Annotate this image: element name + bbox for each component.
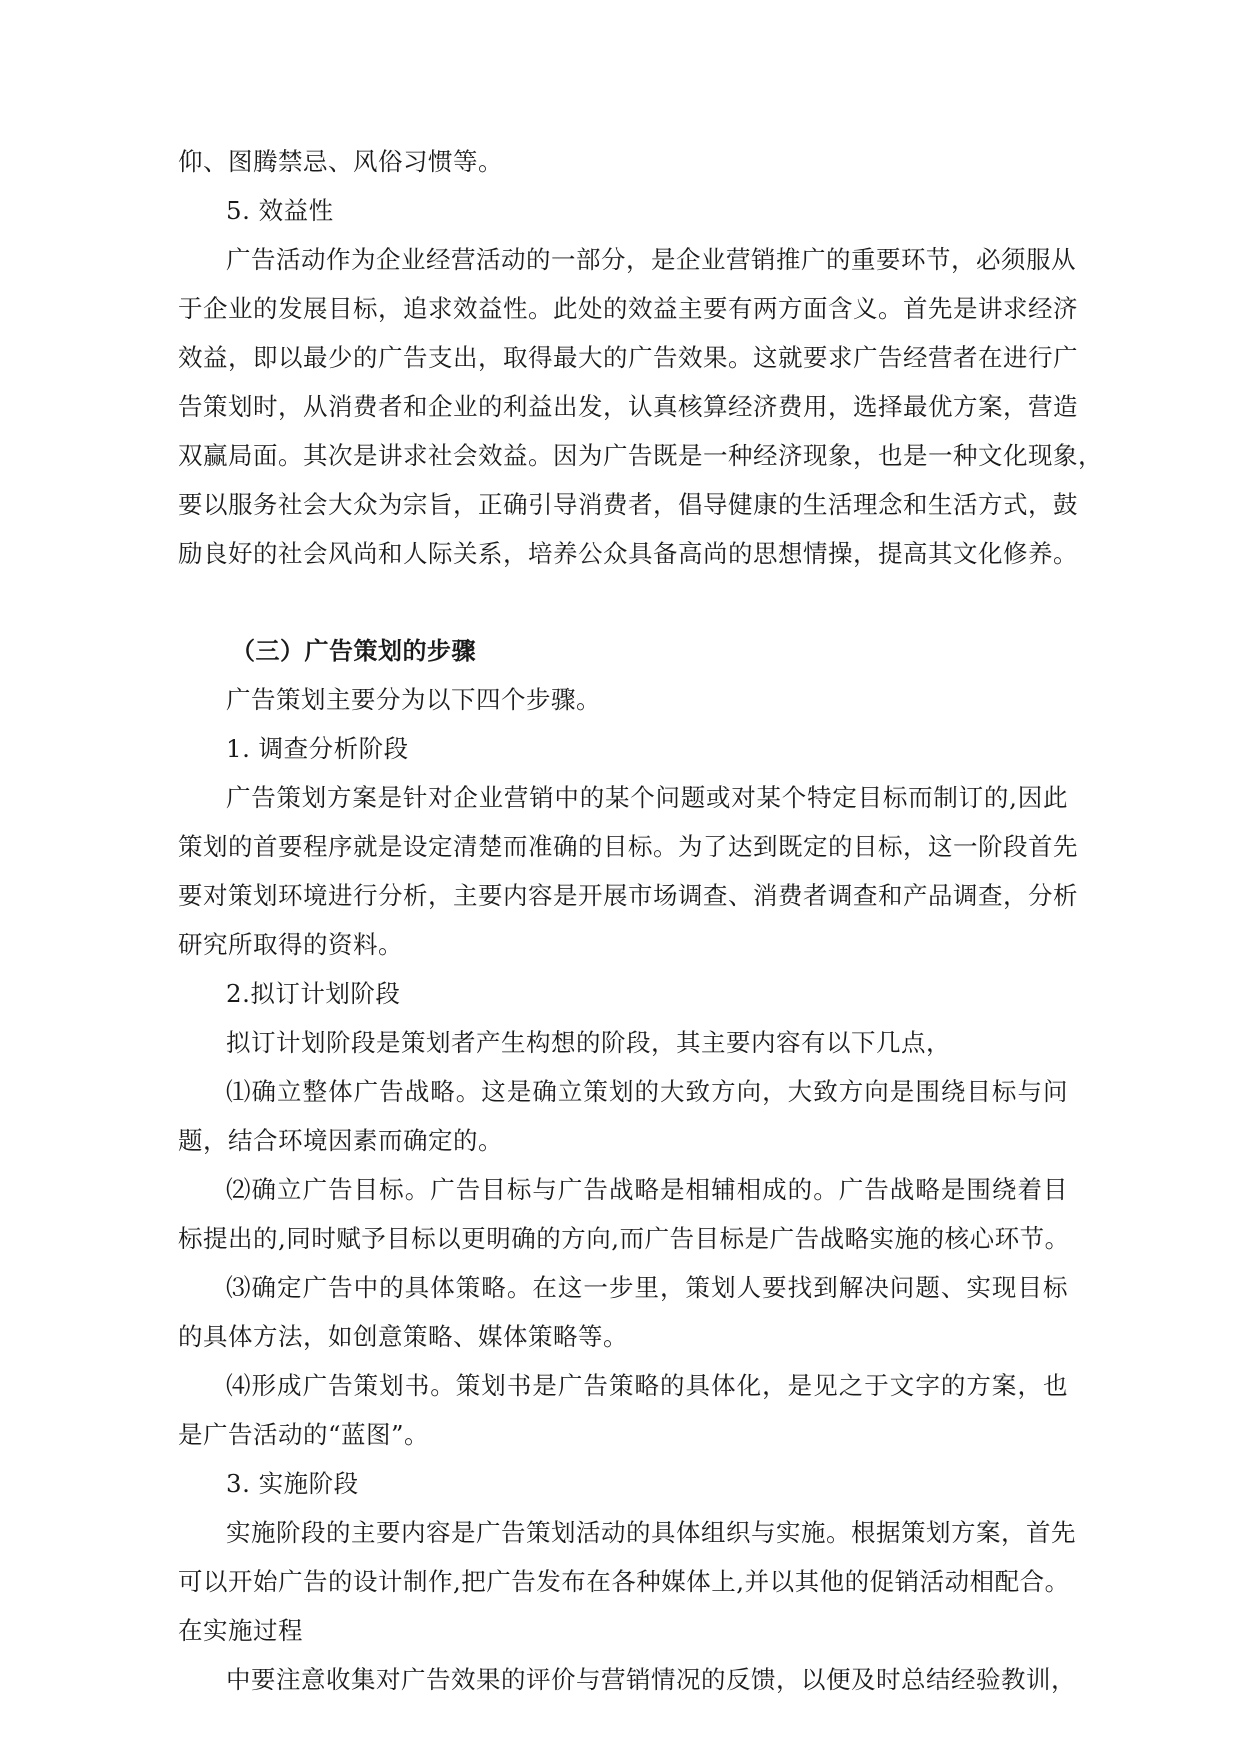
paragraph-line: 中要注意收集对广告效果的评价与营销情况的反馈，以便及时总结经验教训， [226, 1665, 1076, 1694]
paragraph-line: 仰、图腾禁忌、风俗习惯等。 [178, 147, 503, 176]
list-item-line: 题，结合环境因素而确定的。 [178, 1126, 503, 1155]
paragraph-line: 广告策划方案是针对企业营销中的某个问题或对某个特定目标而制订的,因此 [226, 783, 1068, 812]
list-item-line: 是广告活动的“蓝图”。 [178, 1420, 430, 1449]
paragraph-line: 励良好的社会风尚和人际关系，培养公众具备高尚的思想情操，提高其文化修养。 [178, 539, 1078, 568]
paragraph-line: 拟订计划阶段是策划者产生构想的阶段，其主要内容有以下几点， [226, 1028, 951, 1057]
paragraph-line: 要以服务社会大众为宗旨，正确引导消费者，倡导健康的生活理念和生活方式，鼓 [178, 490, 1078, 519]
section-heading: （三）广告策划的步骤 [231, 637, 476, 665]
paragraph-line: 可以开始广告的设计制作,把广告发布在各种媒体上,并以其他的促销活动相配合。 [178, 1567, 1070, 1596]
paragraph-line: 在实施过程 [178, 1616, 303, 1645]
paragraph-line: 实施阶段的主要内容是广告策划活动的具体组织与实施。根据策划方案，首先 [226, 1518, 1076, 1547]
step-title-research: 1. 调查分析阶段 [226, 734, 409, 763]
paragraph-line: 要对策划环境进行分析，主要内容是开展市场调查、消费者调查和产品调查，分析 [178, 881, 1078, 910]
paragraph-line: 策划的首要程序就是设定清楚而准确的目标。为了达到既定的目标，这一阶段首先 [178, 832, 1078, 861]
paragraph-line: 告策划时，从消费者和企业的利益出发，认真核算经济费用，选择最优方案，营造 [178, 392, 1078, 421]
paragraph-line: 效益，即以最少的广告支出，取得最大的广告效果。这就要求广告经营者在进行广 [178, 343, 1078, 372]
list-item-line: ⑶确定广告中的具体策略。在这一步里，策划人要找到解决问题、实现目标 [226, 1273, 1068, 1302]
list-item-line: 的具体方法，如创意策略、媒体策略等。 [178, 1322, 628, 1351]
list-item-line: ⑴确立整体广告战略。这是确立策划的大致方向，大致方向是围绕目标与问 [226, 1077, 1068, 1106]
list-item-line: ⑷形成广告策划书。策划书是广告策略的具体化，是见之于文字的方案，也 [226, 1371, 1068, 1400]
step-title-planning: 2.拟订计划阶段 [226, 979, 401, 1008]
list-item-line: 标提出的,同时赋予目标以更明确的方向,而广告目标是广告战略实施的核心环节。 [178, 1224, 1070, 1253]
step-title-implementation: 3. 实施阶段 [226, 1469, 359, 1498]
paragraph-line: 研究所取得的资料。 [178, 930, 403, 959]
paragraph-line: 广告活动作为企业经营活动的一部分，是企业营销推广的重要环节，必须服从 [226, 245, 1076, 274]
paragraph-line: 双赢局面。其次是讲求社会效益。因为广告既是一种经济现象，也是一种文化现象， [178, 441, 1103, 470]
paragraph-line: 于企业的发展目标，追求效益性。此处的效益主要有两方面含义。首先是讲求经济 [178, 294, 1078, 323]
list-item-line: ⑵确立广告目标。广告目标与广告战略是相辅相成的。广告战略是围绕着目 [226, 1175, 1068, 1204]
section-title-benefit: 5. 效益性 [226, 196, 334, 225]
paragraph-line: 广告策划主要分为以下四个步骤。 [226, 685, 601, 714]
